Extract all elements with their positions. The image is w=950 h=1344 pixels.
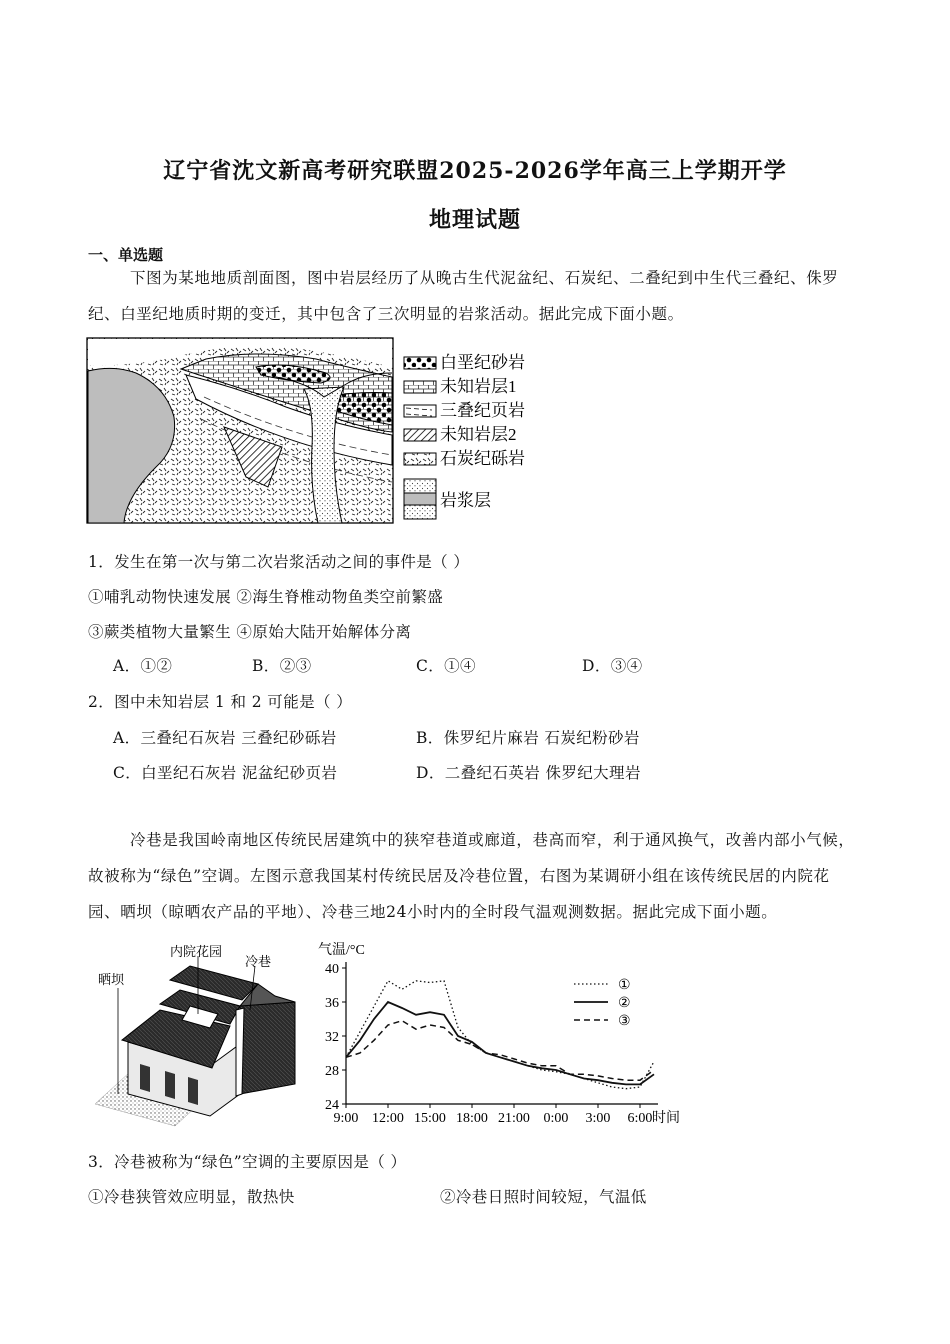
legend-label-sandstone: 白垩纪砂岩 [440, 353, 525, 372]
x-tick-label: 18:00 [456, 1111, 488, 1126]
legend-swatch-magma-bottom [404, 505, 436, 519]
side-wing [240, 1002, 295, 1094]
legend-swatch-magma-top [404, 479, 436, 493]
q1-option-a[interactable]: A．①② [113, 657, 173, 675]
chart-x-label: 时间 [652, 1111, 680, 1126]
legend-label-shale: 三叠纪页岩 [440, 401, 525, 420]
legend-swatch-conglomerate [404, 453, 436, 465]
label-inner-garden: 内院花园 [170, 944, 223, 959]
q2-option-d[interactable]: D．二叠纪石英岩 侏罗纪大理岩 [416, 764, 641, 782]
legend-swatch-unknown2 [404, 429, 436, 441]
legend-label-3: ③ [618, 1014, 631, 1029]
temperature-chart [310, 938, 690, 1130]
q3-statement-1: ①冷巷狭管效应明显，散热快 [88, 1188, 295, 1206]
x-tick-label: 3:00 [585, 1111, 611, 1126]
paper-title: 辽宁省沈文新高考研究联盟2025-2026学年高三上学期开学 [163, 158, 787, 184]
x-tick-label: 9:00 [333, 1111, 359, 1126]
y-tick-label: 40 [325, 962, 339, 977]
label-cold-alley: 冷巷 [245, 954, 272, 969]
q1-option-c[interactable]: C．①④ [416, 657, 476, 675]
geologic-section-figure [86, 337, 536, 525]
q2-option-b[interactable]: B．侏罗纪片麻岩 石炭纪粉砂岩 [416, 729, 640, 747]
q2-stem: 2．图中未知岩层 1 和 2 可能是（ ） [88, 693, 353, 711]
section-heading: 一、单选题 [88, 246, 164, 264]
legend-label-conglomerate: 石炭纪砾岩 [440, 449, 525, 468]
intro-paragraph-2: 冷巷是我国岭南地区传统民居建筑中的狭窄巷道或廊道，巷高而窄，利于通风换气，改善内部小气候，故被称为“绿色”空调。左图示意我国某村传统民居及冷巷位置，右图为某调研小组在该传统民居的内院花园、晒坝（晾晒农产品的平地）、冷巷三地24小时内的全时段气温观测数据。据此完成下面小题。 [88, 831, 855, 921]
q3-statement-2: ②冷巷日照时间较短，气温低 [440, 1188, 647, 1206]
series-line-3 [346, 1021, 654, 1080]
q2-option-a[interactable]: A．三叠纪石灰岩 三叠纪砂砾岩 [113, 729, 337, 747]
series-line-1 [346, 981, 654, 1089]
x-tick-label: 12:00 [372, 1111, 404, 1126]
y-tick-label: 36 [325, 996, 339, 1011]
q3-stem: 3．冷巷被称为“绿色”空调的主要原因是（ ） [88, 1153, 407, 1171]
legend-label-unknown1: 未知岩层1 [440, 377, 517, 396]
x-tick-label: 0:00 [543, 1111, 569, 1126]
x-tick-label: 6:00 [627, 1111, 653, 1126]
y-tick-label: 32 [325, 1030, 339, 1045]
chart-y-label: 气温/°C [318, 943, 365, 958]
legend-label-unknown2: 未知岩层2 [440, 425, 517, 444]
legend-label-1: ① [618, 978, 631, 993]
y-tick-label: 28 [325, 1064, 339, 1079]
label-drying-yard: 晒坝 [98, 972, 125, 987]
x-tick-label: 21:00 [498, 1111, 530, 1126]
paper-subtitle: 地理试题 [428, 207, 521, 233]
q1-statements-2: ③蕨类植物大量繁生 ④原始大陆开始解体分离 [88, 623, 412, 641]
y-tick-label: 24 [325, 1098, 339, 1113]
intro-paragraph-1: 下图为某地地质剖面图，图中岩层经历了从晚古生代泥盆纪、石炭纪、二叠纪到中生代三叠纪、侏罗纪、白垩纪地质时期的变迁，其中包含了三次明显的岩浆活动。据此完成下面小题。 [88, 269, 839, 323]
legend-swatch-shale [404, 405, 436, 417]
q1-statements-1: ①哺乳动物快速发展 ②海生脊椎动物鱼类空前繁盛 [88, 588, 444, 606]
legend-swatch-magma [404, 493, 436, 505]
q1-option-d[interactable]: D．③④ [582, 657, 643, 675]
legend-label-magma: 岩浆层 [440, 491, 491, 510]
x-tick-label: 15:00 [414, 1111, 446, 1126]
legend-swatch-sandstone [404, 357, 436, 369]
legend-label-2: ② [618, 996, 631, 1011]
q1-option-b[interactable]: B．②③ [252, 657, 312, 675]
q2-option-c[interactable]: C．白垩纪石灰岩 泥盆纪砂页岩 [113, 764, 338, 782]
house-illustration [90, 944, 320, 1129]
legend-swatch-unknown1 [404, 381, 436, 393]
q1-stem: 1．发生在第一次与第二次岩浆活动之间的事件是（ ） [88, 553, 470, 571]
series-line-2 [346, 1002, 654, 1084]
